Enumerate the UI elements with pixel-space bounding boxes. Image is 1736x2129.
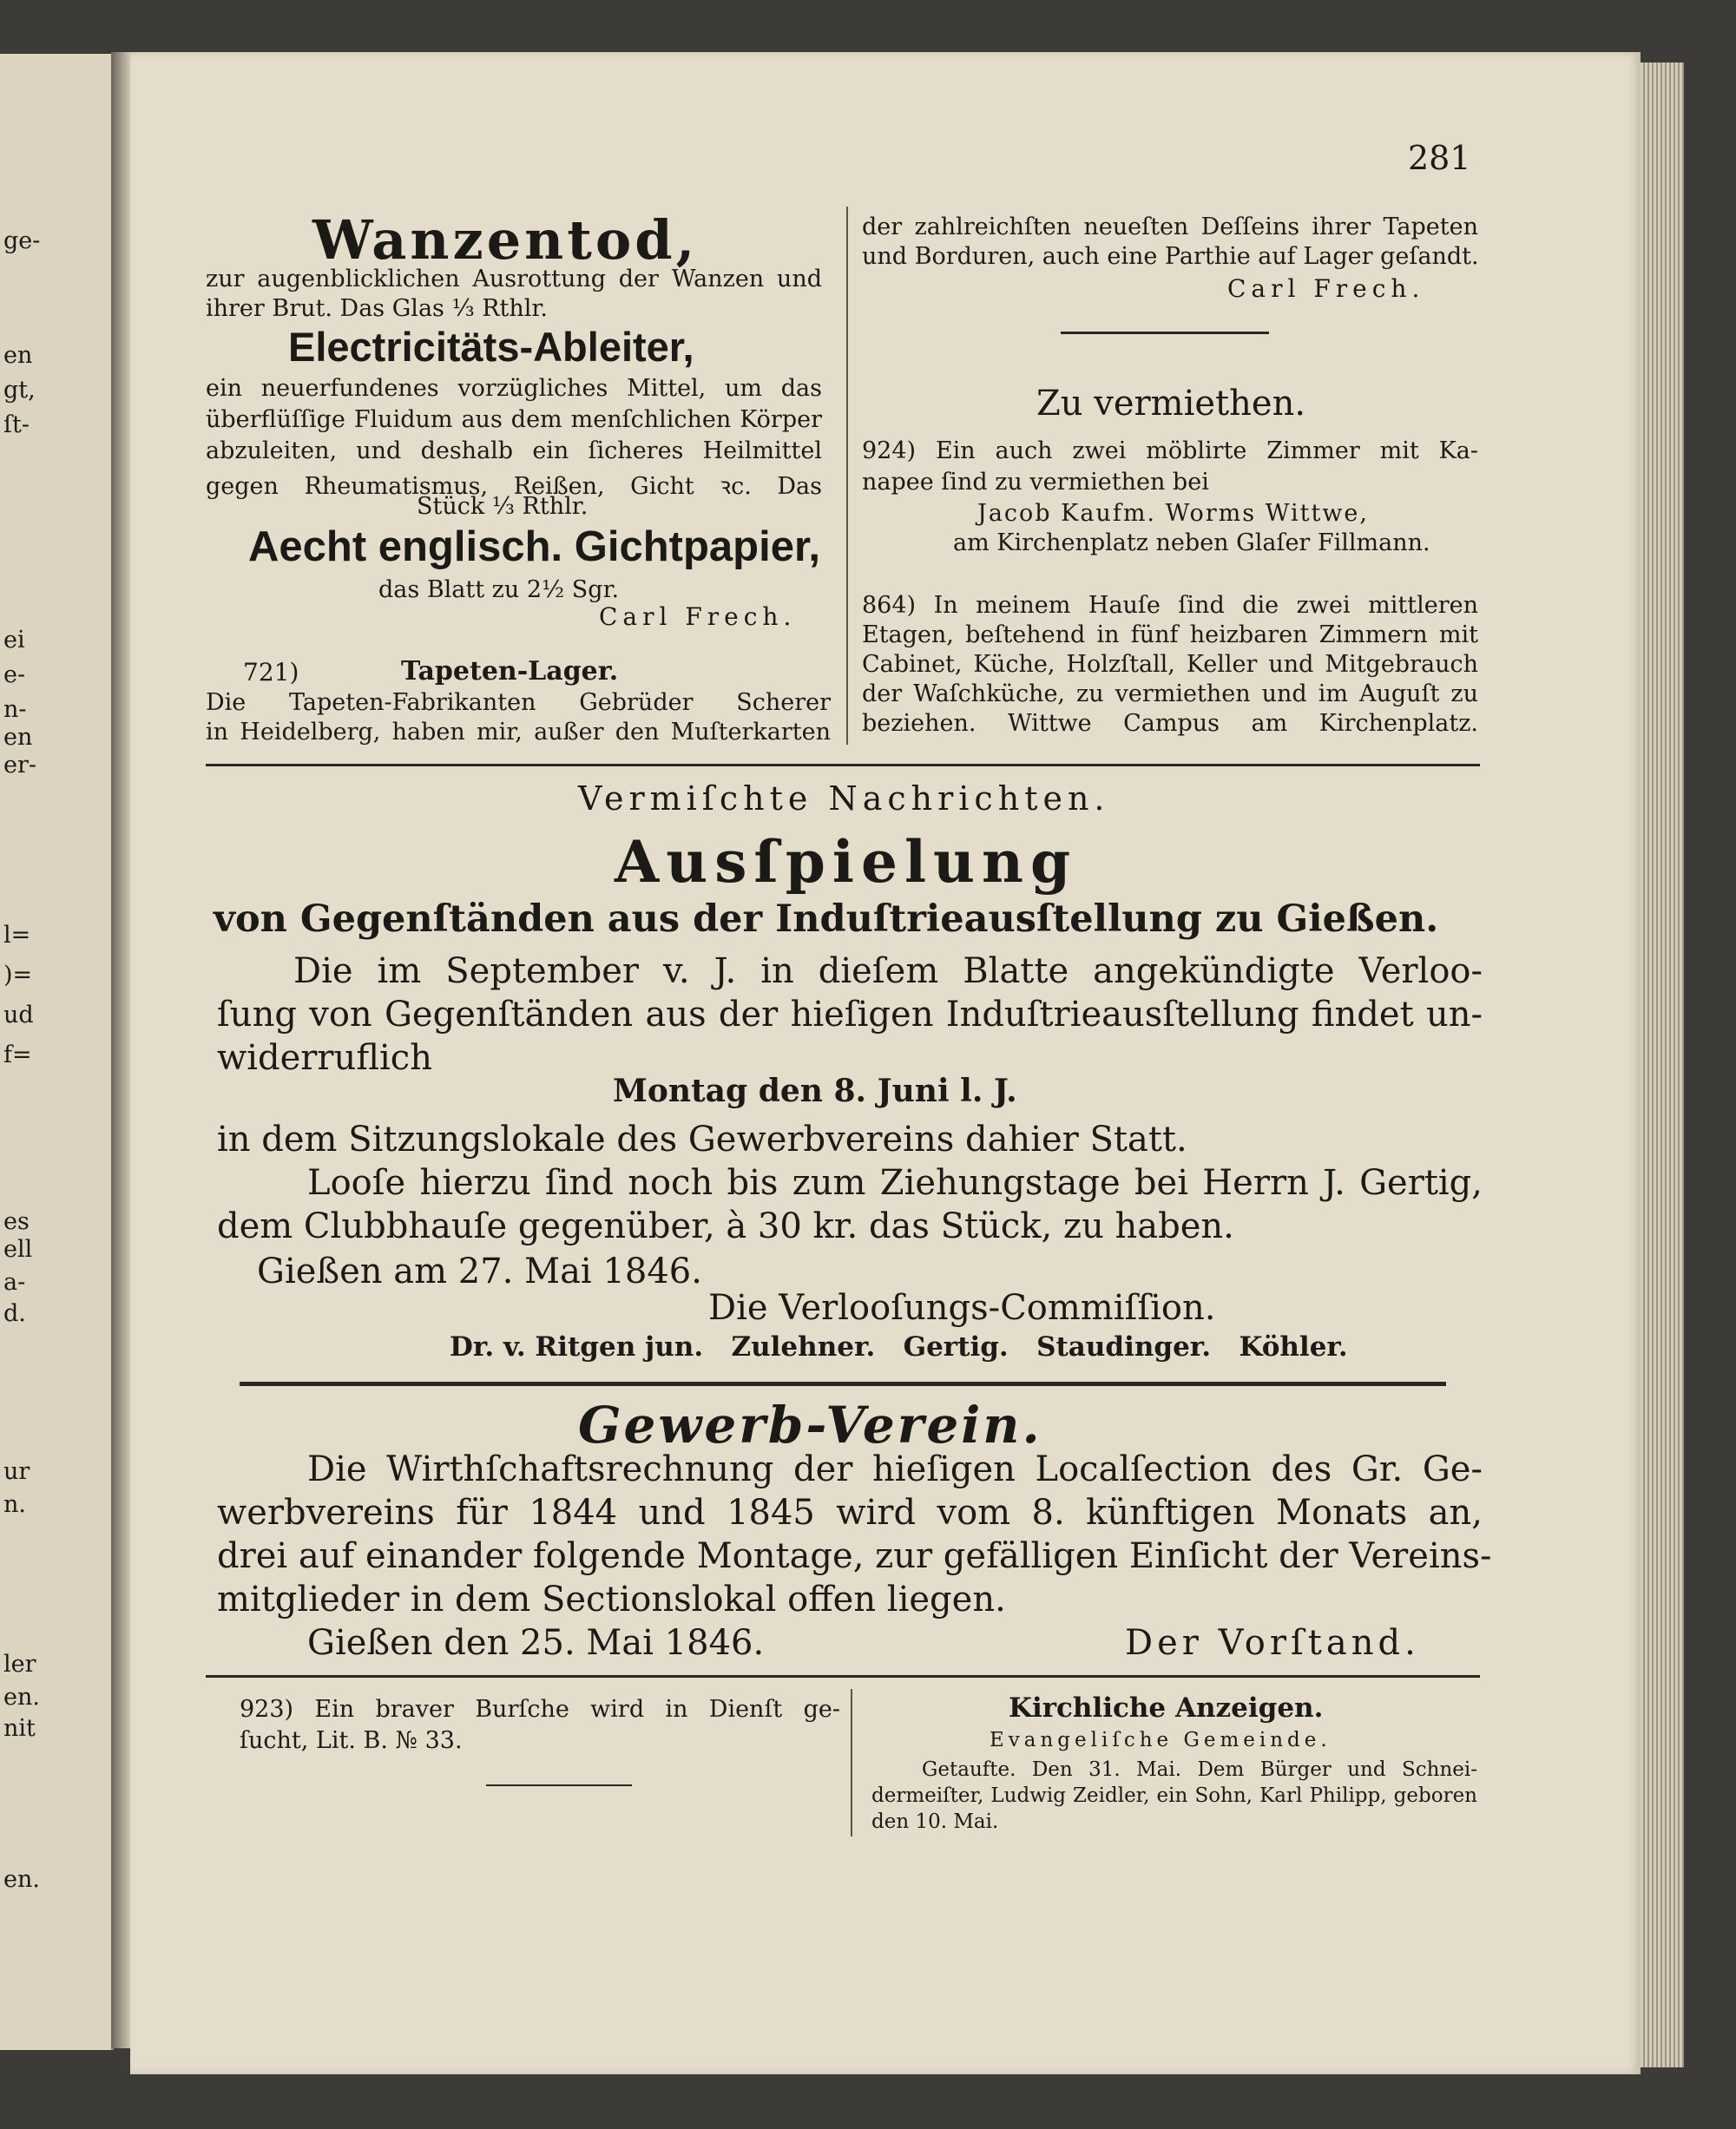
electricitaet-price: Stück ⅓ Rthlr. (417, 493, 589, 520)
section-rule (206, 1675, 1480, 1678)
margin-fragment: en. (3, 1866, 40, 1893)
ad-864-line: 864) In meinem Hauſe ſind die zwei mittleren (862, 592, 1478, 619)
kirchlich-line: Getaufte. Den 31. Mai. Dem Bürger und Schnei- (922, 1758, 1477, 1781)
electricitaet-line: ein neuerfundenes vorzügliches Mittel, um das (206, 375, 822, 402)
gewerb-line: werbvereins für 1844 und 1845 wird vom 8. künftigen Monats an, (217, 1493, 1483, 1533)
ausspielung-line: dem Clubbhauſe gegenüber, à 30 kr. das Stück, zu haben. (217, 1206, 1234, 1246)
ad-923-line: 923) Ein braver Burſche wird in Dienſt ge- (240, 1696, 840, 1723)
carl-frech-signature: Carl Frech. (1227, 274, 1425, 303)
tapeten-title: Tapeten-Lager. (401, 656, 619, 687)
gewerb-line: Die Wirthſchaftsrechnung der hieſigen Localſection des Gr. Ge- (307, 1449, 1483, 1489)
ad-924-line: napee ſind zu vermiethen bei (862, 469, 1209, 496)
ad-864-line: der Waſchküche, zu vermiethen und im Auguſt zu (862, 680, 1478, 707)
ausspielung-line: Looſe hierzu ſind noch bis zum Ziehungstage bei Herrn J. Gertig, (307, 1163, 1483, 1203)
ausspielung-place-date: Gießen am 27. Mai 1846. (257, 1252, 702, 1291)
gewerb-title: Gewerb-Verein. (578, 1396, 1042, 1455)
vermischte-heading: Vermiſchte Nachrichten. (578, 779, 1110, 818)
margin-fragment: l= (3, 922, 31, 949)
tapeten-line: in Heidelberg, haben mir, außer den Muſterkarten (206, 719, 831, 746)
tapeten-continuation-line: und Borduren, auch eine Parthie auf Lager geſandt. (862, 243, 1479, 270)
margin-fragment: ei (3, 627, 25, 654)
gewerb-line: mitglieder in dem Sectionslokal offen liegen. (217, 1580, 1006, 1620)
wanzentod-title: Wanzentod, (312, 208, 699, 272)
margin-fragment: en. (3, 1684, 40, 1711)
column-divider (846, 207, 848, 745)
previous-page-edge (0, 54, 114, 2050)
wanzentod-line: zur augenblicklichen Ausrottung der Wanzen und (206, 266, 822, 292)
ad-864-line: Etagen, beſtehend in fünf heizbaren Zimmern mit (862, 621, 1478, 648)
vermiethen-heading: Zu vermiethen. (1036, 384, 1306, 424)
ausspielung-line: widerruflich (217, 1038, 432, 1078)
tapeten-continuation-line: der zahlreichſten neueſten Deſſeins ihrer Tapeten (862, 214, 1478, 240)
ad-864-line: beziehen. Wittwe Campus am Kirchenplatz. (862, 710, 1478, 737)
margin-fragment: ell (3, 1236, 33, 1263)
kirchlich-line: dermeiſter, Ludwig Zeidler, ein Sohn, Karl Philipp, geboren (871, 1784, 1477, 1807)
commission: Die Verlooſungs-Commiſſion. (708, 1288, 1216, 1328)
margin-fragment: f= (3, 1042, 32, 1068)
electricitaet-line: gegen Rheumatismus, Reißen, Gicht ꝛc. Das (206, 473, 822, 500)
gewerb-signature: Der Vorſtand. (1125, 1623, 1420, 1663)
ad-924-location: am Kirchenplatz neben Glaſer Fillmann. (953, 529, 1430, 556)
margin-fragment: d. (3, 1300, 26, 1327)
ausspielung-title: Ausſpielung (615, 828, 1078, 896)
wanzentod-line: ihrer Brut. Das Glas ⅓ Rthlr. (206, 295, 548, 322)
electricitaet-line: abzuleiten, und deshalb ein ſicheres Heilmittel (206, 437, 822, 464)
margin-fragment: ſt- (3, 411, 30, 438)
margin-fragment: ud (3, 1002, 34, 1028)
ad-924-name: Jacob Kaufm. Worms Wittwe, (977, 500, 1369, 527)
margin-fragment: n- (3, 696, 27, 723)
margin-fragment: n. (3, 1491, 26, 1518)
gichtpapier-signature: Carl Frech. (599, 602, 797, 631)
section-rule (1061, 332, 1269, 334)
margin-fragment: en (3, 342, 33, 369)
kirchlich-line: den 10. Mai. (871, 1810, 999, 1833)
section-rule (240, 1382, 1446, 1386)
margin-fragment: en (3, 724, 33, 751)
electricitaet-line: überflüſſige Fluidum aus dem menſchlichen Körper (206, 406, 822, 433)
gichtpapier-title: Aecht englisch. Gichtpapier, (248, 523, 820, 570)
ausspielung-line: in dem Sitzungslokale des Gewerbvereins dahier Statt. (217, 1120, 1187, 1160)
tapeten-line: Die Tapeten-Fabrikanten Gebrüder Scherer (206, 689, 831, 716)
ad-864-line: Cabinet, Küche, Holzſtall, Keller und Mitgebrauch (862, 651, 1478, 678)
ad-923-line: ſucht, Lit. B. № 33. (240, 1727, 463, 1754)
tapeten-number: 721) (243, 658, 299, 687)
margin-fragment: nit (3, 1715, 36, 1742)
page-number: 281 (1408, 139, 1471, 177)
electricitaet-title: Electricitäts-Ableiter, (288, 324, 694, 370)
margin-fragment: es (3, 1208, 30, 1235)
ausspielung-line: ſung von Gegenſtänden aus der hieſigen Induſtrieausſtellung findet un- (217, 995, 1483, 1035)
book-fold (111, 52, 130, 2048)
ad-924-line: 924) Ein auch zwei möblirte Zimmer mit Ka- (862, 437, 1478, 464)
margin-fragment: ur (3, 1458, 30, 1485)
ausspielung-subtitle: von Gegenſtänden aus der Induſtrieausſtellung zu Gießen. (214, 897, 1439, 941)
margin-fragment: a- (3, 1269, 26, 1296)
section-rule (486, 1784, 632, 1786)
gewerb-line: drei auf einander folgende Montage, zur gefälligen Einſicht der Vereins- (217, 1536, 1492, 1576)
margin-fragment: ge- (3, 227, 41, 254)
ausspielung-line: Die im September v. J. in dieſem Blatte angekündigte Verloo- (293, 951, 1483, 991)
gichtpapier-price: das Blatt zu 2½ Sgr. (378, 576, 620, 603)
margin-fragment: gt, (3, 377, 36, 404)
margin-fragment: er- (3, 752, 37, 779)
ausspielung-date: Montag den 8. Juni l. J. (613, 1073, 1017, 1109)
margin-fragment: e- (3, 661, 26, 688)
commission-members: Dr. v. Ritgen jun. Zulehner. Gertig. Staudinger. Köhler. (450, 1331, 1348, 1363)
kirchlich-subtitle: Evangeliſche Gemeinde. (990, 1729, 1332, 1751)
kirchlich-title: Kirchliche Anzeigen. (1009, 1692, 1324, 1724)
page-edges (1641, 62, 1684, 2067)
column-divider (851, 1689, 852, 1837)
section-rule (206, 764, 1480, 766)
gewerb-place-date: Gießen den 25. Mai 1846. (307, 1623, 765, 1663)
margin-fragment: ler (3, 1651, 36, 1678)
margin-fragment: )= (3, 962, 33, 989)
